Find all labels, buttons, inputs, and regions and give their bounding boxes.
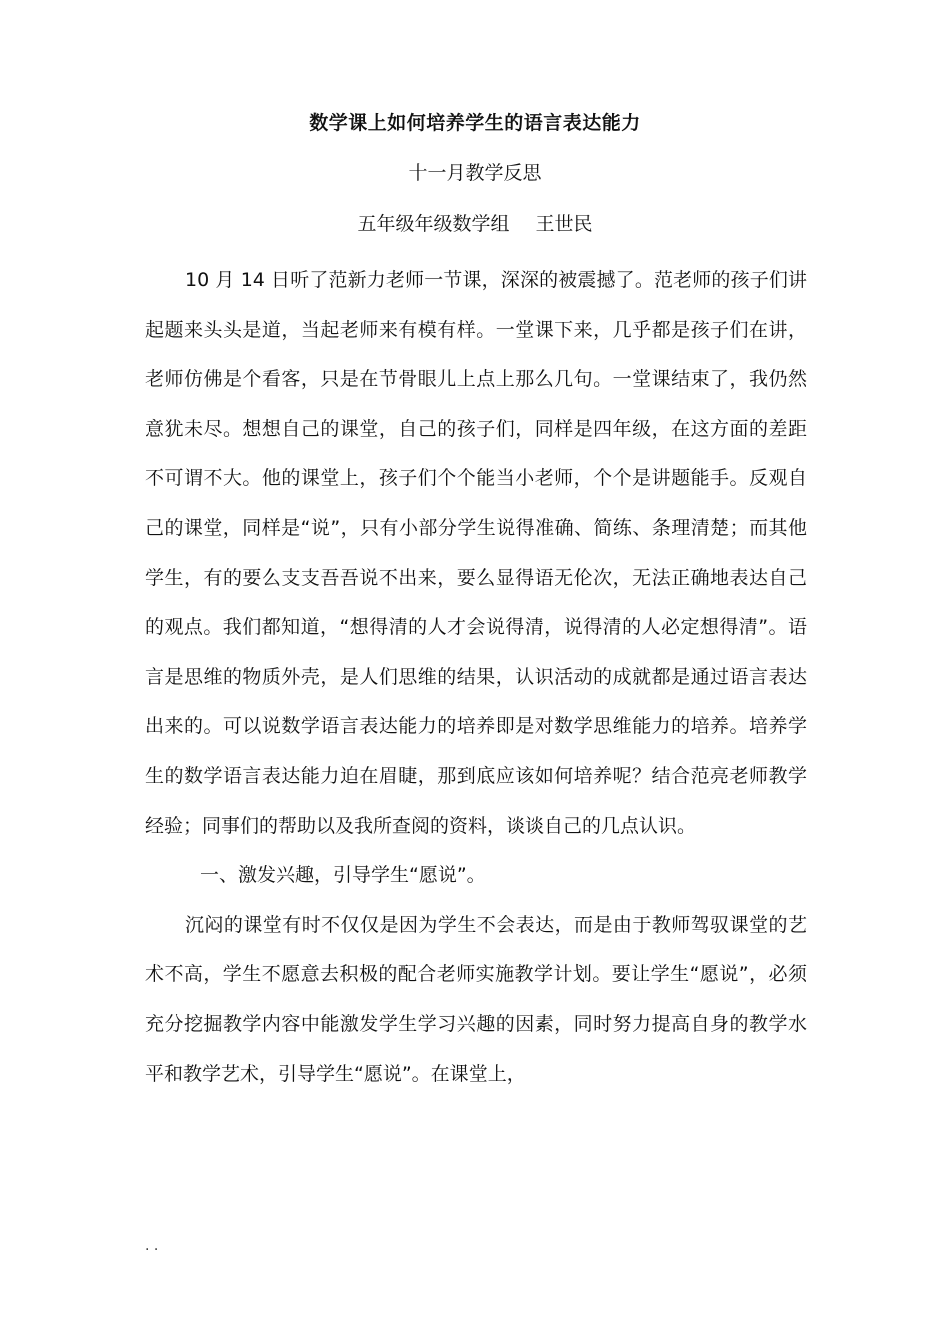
paragraph-section-one: 沉闷的课堂有时不仅仅是因为学生不会表达，而是由于教师驾驭课堂的艺术不高，学生不愿意去积极的配合老师实施教学计划。要让学生“愿说”，必须充分挖掘教学内容中能激发学生学习兴趣的因素，同时努力提高自身的教学水平和教学艺术，引导学生“愿说”。在课堂上， (145, 913, 807, 1085)
paragraph-intro: 10 月 14 日听了范新力老师一节课，深深的被震撼了。范老师的孩子们讲起题来头头是道，当起老师来有模有样。一堂课下来，几乎都是孩子们在讲，老师仿佛是个看客，只是在节骨眼儿上点上那么几句。一堂课结束了，我仍然意犹未尽。想想自己的课堂，自己的孩子们，同样是四年级，在这方面的差距不可谓不大。他的课堂上，孩子们个个能当小老师，个个是讲题能手。反观自己的课堂，同样是“说”，只有小部分学生说得准确、简练、条理清楚；而其他学生，有的要么支支吾吾说不出来，要么显得语无伦次，无法正确地表达自己的观点。我们都知道，“想得清的人才会说得清，说得清的人必定想得清”。语言是思维的物质外壳，是人们思维的结果，认识活动的成就都是通过语言表达出来的。可以说数学语言表达能力的培养即是对数学思维能力的培养。培养学生的数学语言表达能力迫在眉睫，那到底应该如何培养呢？结合范亮老师教学经验；同事们的帮助以及我所查阅的资料，谈谈自己的几点认识。 (145, 269, 807, 837)
document-body (145, 256, 807, 1099)
footer-mark: . . (145, 1238, 159, 1254)
section-heading: 一、激发兴趣，引导学生“愿说”。 (200, 864, 486, 887)
author-group: 五年级年级数学组 (357, 213, 510, 235)
author-line (0, 209, 950, 236)
document-subtitle: 十一月教学反思 (408, 162, 542, 184)
document-title: 数学课上如何培养学生的语言表达能力 (309, 112, 641, 134)
author-name: 王世民 (535, 213, 593, 235)
